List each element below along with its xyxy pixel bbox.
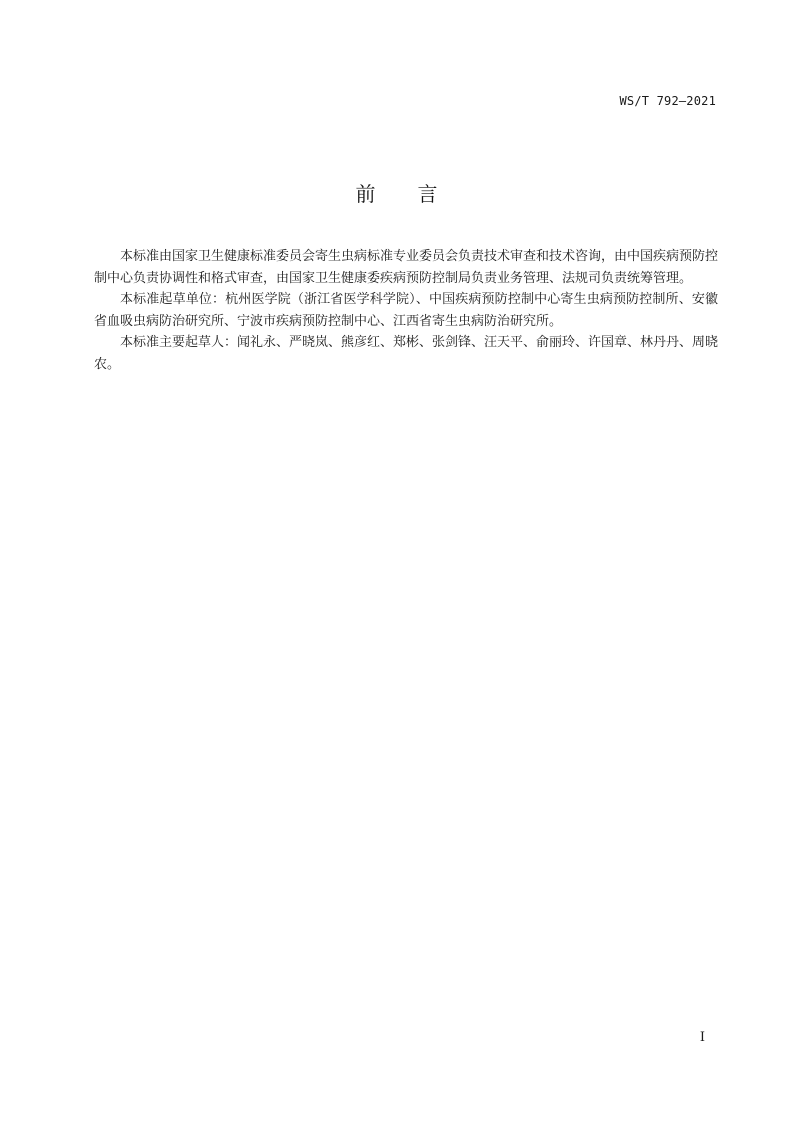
page-number: I <box>699 1030 705 1045</box>
paragraph-responsibility: 本标准由国家卫生健康标准委员会寄生虫病标准专业委员会负责技术审查和技术咨询，由中国疾病预防控制中心负责协调性和格式审查，由国家卫生健康委疾病预防控制局负责业务管理、法规司负责统筹管理。 <box>94 249 719 286</box>
page-title: 前言 <box>355 182 480 206</box>
paragraph-drafters: 本标准主要起草人：闻礼永、严晓岚、熊彦红、郑彬、张剑锋、汪天平、俞丽玲、许国章、林丹丹、周晓农。 <box>94 335 719 372</box>
standard-code: WS/T 792—2021 <box>619 94 716 108</box>
foreword-body <box>94 246 718 375</box>
paragraph-drafting-units: 本标准起草单位：杭州医学院（浙江省医学科学院）、中国疾病预防控制中心寄生虫病预防控制所、安徽省血吸虫病防治研究所、宁波市疾病预防控制中心、江西省寄生虫病防治研究所。 <box>94 292 718 329</box>
